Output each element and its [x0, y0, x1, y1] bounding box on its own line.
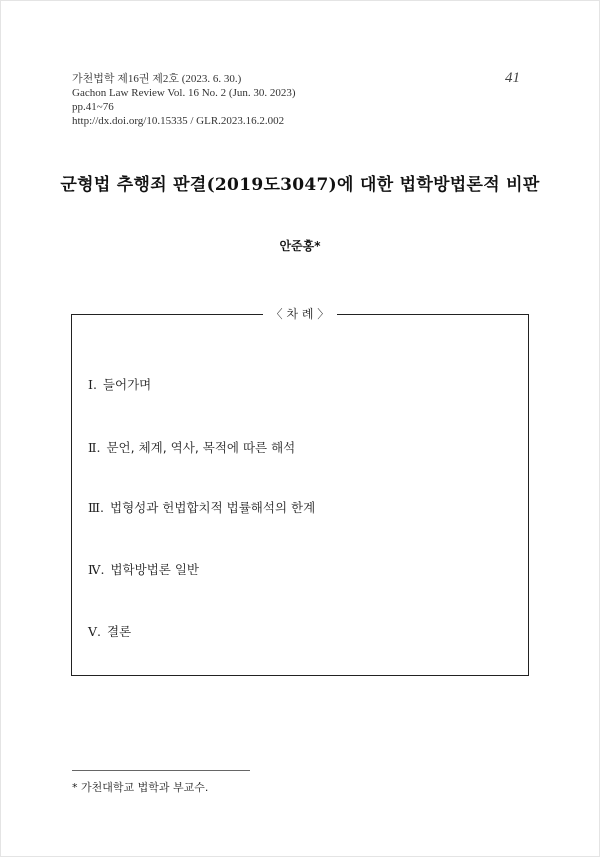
author-name: 안준홍* [279, 239, 321, 253]
toc-item-number: Ⅱ. [88, 440, 101, 455]
footnote-divider [72, 770, 250, 771]
page-number: 41 [505, 70, 520, 86]
toc-item-label: 결론 [107, 624, 132, 639]
toc-item-2 [88, 438, 295, 456]
toc-item-label: 들어가며 [102, 377, 152, 392]
paper-title: 군형법 추행죄 판결(2019도3047)에 대한 법학방법론적 비판 [60, 175, 540, 195]
journal-english-citation: Gachon Law Review Vol. 16 No. 2 (Jun. 30. 2023) [72, 87, 296, 99]
toc-item-number: Ⅲ. [88, 500, 105, 515]
doi-link[interactable]: http://dx.doi.org/10.15335 / GLR.2023.16.2.002 [72, 115, 285, 127]
toc-item-label: 문언, 체계, 역사, 목적에 따른 해석 [106, 440, 296, 455]
toc-item-number: Ⅰ. [88, 377, 97, 392]
toc-item-label: 법학방법론 일반 [110, 562, 199, 577]
table-of-contents-box [71, 314, 529, 676]
toc-item-label: 법형성과 헌법합치적 법률해석의 한계 [110, 500, 316, 515]
toc-heading-label: 〈 차 례 〉 [263, 307, 338, 321]
footnote: * 가천대학교 법학과 부교수. [72, 781, 209, 794]
journal-header [72, 72, 296, 128]
toc-item-number: Ⅳ. [88, 562, 105, 577]
toc-item-3 [88, 498, 315, 516]
page-range: pp.41~76 [72, 101, 114, 113]
toc-item-4 [88, 560, 199, 578]
toc-item-1 [88, 375, 151, 393]
toc-heading [0, 305, 600, 322]
toc-item-5 [88, 622, 131, 640]
journal-korean-citation: 가천법학 제16권 제2호 (2023. 6. 30.) [72, 73, 242, 85]
toc-item-number: Ⅴ. [88, 624, 102, 639]
